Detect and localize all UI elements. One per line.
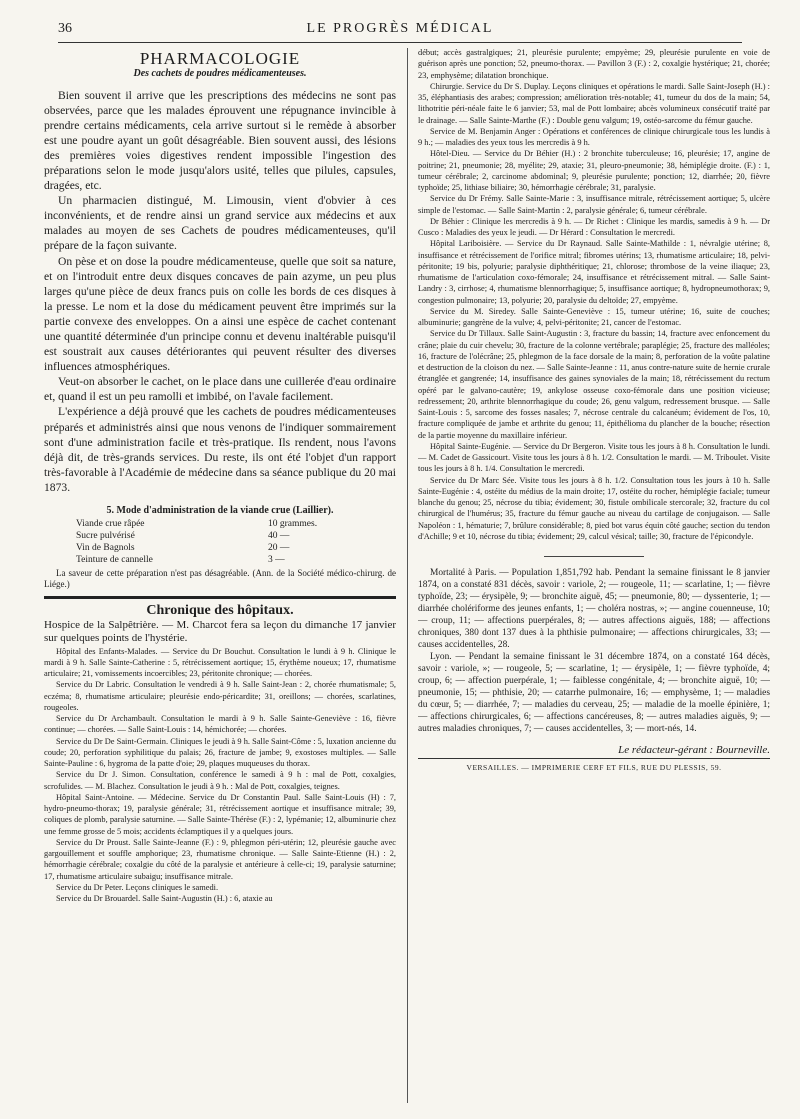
hospital-paragraph: Service du Dr Frémy. Salle Sainte-Marie : 3, insuffisance mitrale, rétrécissement aortique; 5, ulcère simple de l'estomac. — Salle Saint-Martin : 2, paralysie générale; 6, tumeur cérébrale. [418, 194, 770, 215]
recipe-note: La saveur de cette préparation n'est pas désagréable. (Ann. de la Société médico-chirurg. de Liége.) [44, 568, 396, 590]
ingredient-name: Viande crue râpée [76, 519, 145, 530]
recipe-row [76, 530, 326, 542]
hospital-paragraph: Service du Dr Proust. Salle Sainte-Jeanne (F.) : 9, phlegmon péri-utérin; 12, pleurésie gauche avec gargouillement et souffle amphorique; 23, rhumatisme chronique. — Salle Sainte-Etienne (H.) : 2, hémorrhagie cérébrale; coxalgie du côté de la paralysie et antérieure à celle-ci; 19, paralysie saturnine; 17, rhumatisme articulaire subaigu; insuffisance mitrale. [44, 837, 396, 881]
hospital-paragraph: Hôtel-Dieu. — Service du Dr Béhier (H.) : 2 bronchite tuberculeuse; 16, pleurésie; 17, angine de poitrine; 21, pneumonie; 28, myélite; 29, ataxie; 31, pleuro-pneumonie; 38, hémiplégie droite. (F.) : 1, tumeur cérébrale; 2, carcinome abdominal; 9, pleurésie purulente; ponction; 12, diarrhée; 20, fièvre typhoïde; 25, lithiase biliaire; 30, hémorrhagie cérébrale; 31, paralysie. [418, 149, 770, 192]
recipe-row [76, 554, 326, 566]
hospital-paragraph: Service du Dr Tillaux. Salle Saint-Augustin : 3, fracture du bassin; 14, fracture avec enfoncement du crâne; plaie du cuir chevelu; 30, fracture de la colonne vertébrale; paraplégie; 25, fracture des malléoles; 16, fracture de l'olécrâne; 25, phlegmon de la face dorsale de la main; 8, perforation de la voûte palatine et destruction de la cloison du nez. — Salle Sainte-Jeanne : 11, anus contre-nature suite de hernie crurale étranglée et gangrenée; 14, insuffisance des gaines synoviales de la main; 18, rétrécissement du rectum opéré par le galvano-cautère; 19, ankylose osseuse coxo-fémorale dans une position vicieuse; redressement; 20, arthrite blennorrhagique du coude; 26, genu valgum, redressement brusque. — Salle Saint-Louis : 5, sarcome des fosses nasales; 7, nécrose centrale du calcanéum; évidement de l'os, 10, fracture compliquée de jambe et arthrite du genou; 11, épithélioma du plancher de la bouche; résection de la partie moyenne du maxillaire inférieur. [418, 329, 770, 440]
printer-footer: VERSAILLES. — IMPRIMERIE CERF ET FILS, RUE DU PLESSIS, 59. [418, 758, 770, 773]
ingredient-name: Vin de Bagnols [76, 543, 135, 554]
separator-ornament [544, 556, 644, 557]
hospital-paragraph: Service du M. Siredey. Salle Sainte-Geneviève : 15, tumeur utérine; 16, suite de couches; albuminurie; gangrène de la vulve; 4, pelvi-péritonite; 21, cancer de l'estomac. [418, 306, 770, 327]
hospital-paragraph: Service du Dr Archambault. Consultation le mardi à 9 h. Salle Sainte-Geneviève : 16, fièvre continue; — chorées. — Salle Saint-Louis : 14, hémichorée; — chorées. [44, 714, 396, 735]
paragraph: On pèse et on dose la poudre médicamenteuse, quelle que soit sa nature, et on l'introduit entre deux disques concaves de pain azyme, un peu plus larges qu'une pièce de deux francs puis on colle les bords de ces disques à la presse. Le nom et la dose du médicament peuvent être imprimés sur la partie convexe des enveloppes. On a ainsi une espèce de cachet contenant une quantité déterminée d'un principe connu et devenu inaltérable puisqu'il est soustrait aux causes détériorantes qui peuvent résulter des diverses influences atmosphériques. [44, 254, 396, 374]
hospital-paragraph: Hôpital Saint-Antoine. — Médecine. Service du Dr Constantin Paul. Salle Saint-Louis (H) : 7, hydro-pneumo-thorax; 19, paralysie générale; 31, rétrécissement aortique et insuffisance mitrale; 39, coliques de plomb, paralysie saturnine. — Salle Sainte-Thérèse (F.) : 2, lypémanie; 12, albuminurie chez une femme grosse de 5 mois; accidents éclamptiques il y a quelques jours. [44, 792, 396, 836]
hospital-paragraph: Dr Béhier : Clinique les mercredis à 9 h. — Dr Richet : Clinique les mardis, samedis à 9 h. — Dr Cusco : Maladies des yeux le jeudi. — Dr Hérard : Consultation le mercredi. [418, 216, 770, 237]
ingredient-qty: 40 — [268, 531, 290, 542]
paragraph: L'expérience a déjà prouvé que les cachets de poudres médicamenteuses préparés et administrés ainsi que nous venons de l'indiquer sommairement sont d'une administration facile et très-pratique. Ils rendent, nous l'avons déjà dit, de très-grands services. Du reste, ils ont été l'objet d'un rapport très-favorable à l'Académie de médecine dans sa séance publique du 20 mai 1873. [44, 405, 396, 494]
hospital-paragraph: Hôpital Sainte-Eugénie. — Service du Dr Bergeron. Visite tous les jours à 8 h. Consultation le lundi. — M. Cadet de Gassicourt. Visite tous les jours à 8 h. 1/2. Consultation le mardi. — M. Triboulet. Visite tous les jours à 8 h. 1/4. Consultation le mercredi. [418, 441, 770, 474]
recipe-row [76, 518, 326, 530]
column-divider [407, 48, 408, 1103]
hospital-paragraph: début; accès gastralgiques; 21, pleurésie purulente; empyème; 29, pleurésie purulente en voie de guérison après une ponction; 52, pneumo-thorax. — Pavillon 3 (F.) : 2, coxalgie hystérique; 21, chorée; 23, emphysème; dilatation bronchique. [418, 48, 770, 80]
hospital-paragraph: Service de M. Benjamin Anger : Opérations et conférences de clinique chirurgicale tous les lundis à 9 h.; — maladies des yeux tous les mercredis à 9 h. [418, 126, 770, 147]
hospital-paragraph: Service du Dr Peter. Leçons cliniques le samedi. [56, 882, 219, 892]
hospital-paragraph: Service du Dr J. Simon. Consultation, conférence le samedi à 9 h : mal de Pott, coxalgies, scrofulides. — M. Blachez. Consultation le jeudi à 9 h. : Mal de Pott, coxalgies, teignes. [44, 770, 396, 791]
right-column [418, 47, 770, 1105]
editor-signature: Le rédacteur-gérant : Bourneville. [618, 744, 770, 756]
section-title-chronique: Chronique des hôpitaux. [146, 603, 294, 619]
section-divider [44, 596, 396, 599]
section-title-pharmacologie: PHARMACOLOGIE [139, 49, 301, 68]
hospital-paragraph: Hôpital des Enfants-Malades. — Service du Dr Bouchut. Consultation le lundi à 9 h. Clinique le mardi à 9 h. Salle Sainte-Catherine : 5, rétrécissement aortique; 15, érythème noueux; 17, rhumatisme articulaire; 21, vomissements incoercibles; 23, péritonite chronique; — chorées. [44, 646, 396, 679]
salpetriere-headline: Hospice de la Salpêtrière. — M. Charcot fera sa leçon du dimanche 17 janvier sur quelques points de l'hystérie. [44, 618, 396, 644]
ingredient-qty: 10 grammes. [268, 519, 318, 530]
hospital-paragraph: Chirurgie. Service du Dr S. Duplay. Leçons cliniques et opérations le mardi. Salle Saint-Joseph (H.) : 35, éléphantiasis des arabes; compression; amélioration très-notable; 41, tumeur du dos de la main; 54, lithotritie péri-néale faite le 6 janvier; 53, mal de Pott lombaire; abcès volumineux consécutif traité par le drainage. — Salle Sainte-Marthe (F.) : Double genu valgum; 19, ostéo-sarcome du fémur gauche. [418, 81, 770, 125]
ingredient-qty: 3 — [268, 555, 285, 566]
section-subtitle: Des cachets de poudres médicamenteuses. [133, 68, 307, 80]
paragraph: Veut-on absorber le cachet, on le place dans une cuillerée d'eau ordinaire et, quand il est un peu ramolli et imbibé, on l'avale facilement. [44, 375, 396, 404]
mortality-stats [418, 567, 770, 735]
ingredient-name: Sucre pulvérisé [76, 531, 135, 542]
ingredient-name: Teinture de cannelle [76, 555, 153, 566]
paragraph: Bien souvent il arrive que les prescriptions des médecins ne sont pas observées, parce que les malades éprouvent une répugnance invincible à prendre certains médicaments, cela arrive surtout si le remède à absorber est une poudre ayant un goût désagréable. Bien souvent aussi, des lésions des premières voies digestives rendent impossible l'ingestion des préparations selon le mode jusqu'alors usité, telles que pilules, capsules, dragées, etc. [44, 88, 396, 193]
recipe-row [76, 542, 326, 554]
hospital-paragraph: Service du Dr Labric. Consultation le vendredi à 9 h. Salle Saint-Jean : 2, chorée rhumatismale; 5, eczéma; 8, rhumatisme articulaire; pleurésie endo-péricardite; 31, oreillons; — chorées, scarlatines, rougeoles. [44, 680, 396, 712]
left-column [44, 47, 396, 1055]
hospital-paragraph: Service du Dr Brouardel. Salle Saint-Augustin (H.) : 6, ataxie au [56, 894, 273, 904]
stats-paragraph: Lyon. — Pendant la semaine finissant le 31 décembre 1874, on a constaté 164 décès, savoir : variole, »; — rougeole, 5; — scarlatine, 1; — érysipèle, 1; — fièvre typhoïde, 4; croup, 6; — affection puerpérale, 1; — faiblesse congénitale, 4; — bronchite aiguë, 10; — pneumonie, 15; — phthisie, 20; — catarrhe pulmonaire, 16; — emphysème, 1; — maladies du cœur, 5; — diarrhée, 7; — maladies du cerveau, 25; — maladie de la moelle épinière, 1; — affections chirurgicales, 6; — affections cancéreuses, 8; — autres maladies aiguës, 9; — autres maladies chroniques, 7; — causes accidentelles, 3; — mort-nés, 14. [418, 652, 770, 734]
stats-paragraph: Mortalité à Paris. — Population 1,851,792 hab. Pendant la semaine finissant le 8 janvier 1874, on a constaté 831 décès, savoir : variole, 2; — rougeole, 11; — scarlatine, 1; — fièvre typhoïde, 23; — érysipèle, 9; — bronchite aiguë, 45; — pneumonie, 80; — dyssenterie, 1; — diarrhée cholériforme des jeunes enfants, 1; — choléra nostras, »; — angine couenneuse, 10; — croup, 11; — affections puerpérales, 8; — autres affections aiguës, 188; — affections chroniques, 380 dont 137 dues à la phthisie pulmonaire; — affections chirurgicales, 33; — causes accidentelles, 28. [418, 568, 770, 650]
journal-title: LE PROGRÈS MÉDICAL [306, 21, 494, 36]
page-number: 36 [58, 21, 72, 36]
pharmacologie-body [44, 88, 396, 496]
recipe-table [76, 518, 326, 566]
page-header [58, 20, 742, 43]
hospital-paragraph: Hôpital Lariboisière. — Service du Dr Raynaud. Salle Sainte-Mathilde : 1, névralgie utérine; 8, insuffisance et rétrécissement de l'orifice mitral; fibromes utérins; 13, rhumatisme articulaire; 18, pelvi-péritonite; 19 bis, polyurie; paralysie diphthéritique; 21, chlorose; thrombose de la veine iliaque; 23, rhumatisme de l'articulation coxo-fémorale; 24, insuffisance et rétrécissement mitral. — Salle Saint-Landry : 3, cirrhose; 4, rhumatisme blennorrhagique; 5, insuffisance aortique; 8, hydropneumothorax; 9, congestion pulmonaire; 13, polyurie; 20, paralysie du deltoïde; 27, empyème. [418, 239, 770, 305]
paragraph: Un pharmacien distingué, M. Limousin, vient d'obvier à ces inconvénients, et de rendre ainsi un grand service aux médecins et aux malades au moyen de ses Cachets de poudres médicamenteuses, qu'il prépare de la façon suivante. [44, 194, 396, 253]
recipe-title: 5. Mode d'administration de la viande crue (Laillier). [106, 505, 334, 517]
hospital-paragraph: Service du Dr De Saint-Germain. Cliniques le jeudi à 9 h. Salle Saint-Côme : 5, luxation ancienne du coude; 20, perforation syphilitique du palais; 26, fracture de jambe; 9, exostoses multiples. — Salle Sainte-Pauline : 6, hygroma de la patte d'oie; 29, plaques muqueuses du thorax. [44, 736, 396, 769]
ingredient-qty: 20 — [268, 543, 290, 554]
hospital-paragraph: Service du Dr Marc Sée. Visite tous les jours à 8 h. 1/2. Consultation tous les jours à 10 h. Salle Sainte-Eugénie : 4, ostéite du médius de la main droite; 17, ostéite du rocher, hémiplégie faciale; tumeur blanche du genou; 25, nécrose du tibia; évidement; 30, fistule ombilicale stercorale; 32, fracture du col chirurgical de l'humérus; 35, fracture du fémur gauche au niveau du cartilage de conjugaison. — Salle Napoléon : 1, hématurie; 7, brûlure considérable; 8, pied bot varus équin côté gauche; section du tendon d'Achille; 9 et 10, nécrose du tibia; évidement; 29, calcul vésical; taille; 30, fracture de l'épicondyle. [418, 475, 770, 541]
